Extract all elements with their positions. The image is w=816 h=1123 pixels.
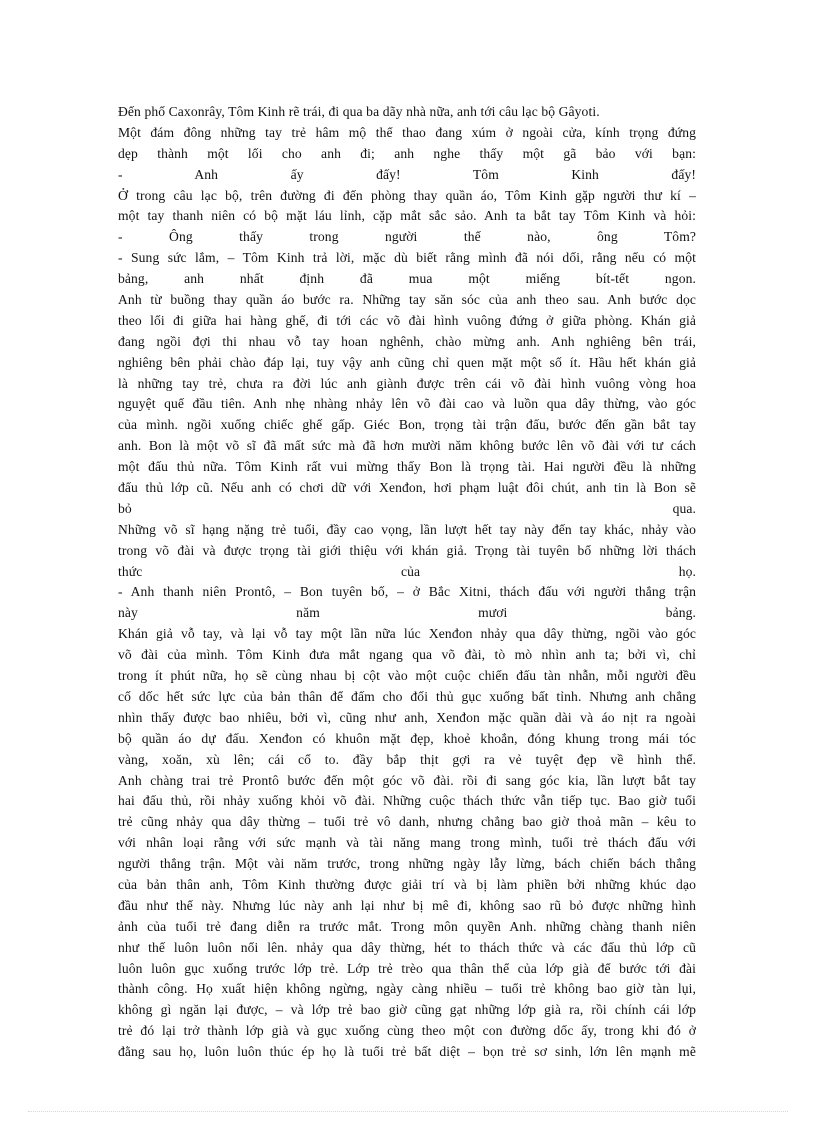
text-line: luôn luôn gục xuống trước lớp trẻ. Lớp trẻ trèo qua thân thể của lớp già để bước tới đài (118, 960, 696, 976)
text-line: bỏ qua. (118, 500, 696, 516)
text-line: theo lối đi giữa hai hàng ghế, đi tới các võ đài hình vuông đứng ở giữa phòng. Khán giả (118, 312, 696, 328)
text-line: Ở trong câu lạc bộ, trên đường đi đến phòng thay quần áo, Tôm Kinh gặp người thư kí – (118, 187, 696, 203)
body-text (118, 102, 696, 1063)
text-line: đầu như thế này. Nhưng lúc này anh lại như bị mê đi, không sao rũ bỏ được những hình (118, 897, 696, 913)
text-line: thức của họ. (118, 563, 696, 579)
text-line: hai đấu thủ, rồi nhảy xuống khỏi võ đài. Những cuộc thách thức vẫn tiếp tục. Bao giờ tuổi (118, 793, 696, 809)
text-line: Những võ sĩ hạng nặng trẻ tuổi, đầy cao vọng, lần lượt hết tay này đến tay khác, nhảy vào (118, 521, 696, 537)
text-line: nguyệt quế đầu tiên. Anh nhẹ nhàng nhảy lên võ đài cao và luồn qua dây thừng, vào góc (118, 396, 696, 412)
text-line: là những tay trẻ, chưa ra đời lúc anh giành được trên cái võ đài hình vuông vòng hoa (118, 375, 696, 391)
text-line: một tay thanh niên có bộ mặt láu lỉnh, cặp mắt sắc sảo. Anh ta bắt tay Tôm Kinh và hỏi: (118, 208, 696, 224)
text-line: đằng sau họ, luôn luôn thúc ép họ là tuổi trẻ bất diệt – bọn trẻ sơ sinh, lớn lên mạnh mẽ (118, 1044, 696, 1060)
text-line: Đến phố Caxonrây, Tôm Kinh rẽ trái, đi qua ba dãy nhà nữa, anh tới câu lạc bộ Gâyoti. (118, 104, 600, 119)
text-line: cố dốc hết sức lực của bản thân để đấm cho đối thủ gục xuống bất tỉnh. Nhưng anh chẳng (118, 688, 696, 704)
text-line: trong võ đài và được trọng tài giới thiệu với khán giả. Trọng tài tuyên bố những lời thách (118, 542, 696, 558)
text-line: Khán giả vỗ tay, và lại vỗ tay một lần nữa lúc Xenđon nhảy qua dây thừng, ngồi vào góc (118, 626, 696, 642)
text-line: như thế luôn luôn nổi lên. nhảy qua dây thừng, hét to thách thức và các đấu thủ lớp cũ (118, 939, 696, 955)
text-line: nghiêng bên phải chào đáp lại, tuy vậy anh cũng chỉ quen mặt một số ít. Hầu hết khán giả (118, 354, 696, 370)
text-line: đang ngồi đợi thi nhau vỗ tay hoan nghênh, chào mừng anh. Anh nghiêng bên trái, (118, 333, 696, 349)
text-line: vàng, xoăn, xù lên; cái cổ to. đầy bắp thịt gợi ra vẻ tuyệt đẹp về hình thể. (118, 751, 696, 767)
text-line: bảng, anh nhất định đã mua một miếng bít-tết ngon. (118, 271, 696, 287)
text-line: một đấu thủ nữa. Tôm Kinh rất vui mừng thấy Bon là trọng tài. Hai người đều là những (118, 459, 696, 475)
text-line: Một đám đông những tay trẻ hâm mộ thể thao đang xúm ở ngoài cửa, kính trọng đứng (118, 124, 696, 140)
text-line: - Ông thấy trong người thế nào, ông Tôm? (118, 229, 696, 245)
text-line: thành công. Họ xuất hiện không ngừng, ngày càng nhiều – tuổi trẻ không bao giờ tàn lụi, (118, 981, 696, 997)
text-line: trong ít phút nữa, họ sẽ cùng nhau bị cột vào một cuộc chiến đấu tàn nhẫn, mỗi người đều (118, 668, 696, 684)
text-line: đấu thủ lớp cũ. Nếu anh có chơi dữ với Xenđon, hơi phạm luật đôi chút, anh tin là Bon sẽ (118, 480, 696, 496)
text-line: này năm mươi bảng. (118, 605, 696, 621)
text-line: ảnh của tuổi trẻ đang diễn ra trước mắt. Trong môn quyền Anh. những chàng thanh niên (118, 918, 696, 934)
text-line: người thắng trận. Một vài năm trước, trong những ngày lẫy lừng, bách chiến bách thắng (118, 856, 696, 872)
text-line: võ đài của mình. Tôm Kinh đưa mắt ngang qua võ đài, tò mò nhìn anh ta; bởi vì, chỉ (118, 647, 696, 663)
text-line: - Anh ấy đấy! Tôm Kinh đấy! (118, 166, 696, 182)
text-line: không gì ngăn lại được, – và lớp trẻ bao giờ cũng gạt những lớp già ra, rồi chính cái lớp (118, 1002, 696, 1018)
text-line: với nhân loại rằng với sức mạnh và tài năng mang trong mình, tuổi trẻ thách đấu với (118, 835, 696, 851)
text-line: trẻ đó lại trở thành lớp già và gục xuống cùng theo một con đường dốc ấy, trong khi đó ở (118, 1023, 696, 1039)
text-line: của bản thân anh, Tôm Kinh thường được giải trí và bị làm phiền bởi những khúc dạo (118, 876, 696, 892)
text-line: của mình. ngồi xuống chiếc ghế gấp. Giéc Bon, trọng tài trận đấu, bước đến gần bắt tay (118, 417, 696, 433)
text-line: Anh từ buồng thay quần áo bước ra. Những tay săn sóc của anh theo sau. Anh bước dọc (118, 292, 696, 308)
text-line: - Anh thanh niên Prontô, – Bon tuyên bố, – ở Bắc Xitni, thách đấu với người thắng trận (118, 584, 696, 600)
text-line: bộ quần áo dự đấu. Xenđon có khuôn mặt đẹp, khoẻ khoắn, đóng khung trong mái tóc (118, 730, 696, 746)
text-line: trẻ cũng nhảy qua dây thừng – tuổi trẻ vô danh, nhưng chẳng bao giờ thoả mãn – kêu to (118, 814, 696, 830)
text-line: nhìn thấy được bao nhiêu, bởi vì, cũng như anh, Xenđon mặc quần dài và áo nịt ra ngoài (118, 709, 696, 725)
text-line: Anh chàng trai trẻ Prontô bước đến một góc võ đài. rồi đi sang góc kia, lần lượt bắt tay (118, 772, 696, 788)
text-line: anh. Bon là một võ sĩ đã mất sức mà đã hơn mười năm không bước lên võ đài với tư cách (118, 438, 696, 454)
text-line: dẹp thành một lối cho anh đi; anh nghe thấy một gã bảo với bạn: (118, 145, 696, 161)
text-line: - Sung sức lắm, – Tôm Kinh trả lời, mặc dù biết rằng mình đã nói dối, rằng nếu có một (118, 250, 696, 266)
page-footer-divider (28, 1111, 788, 1112)
